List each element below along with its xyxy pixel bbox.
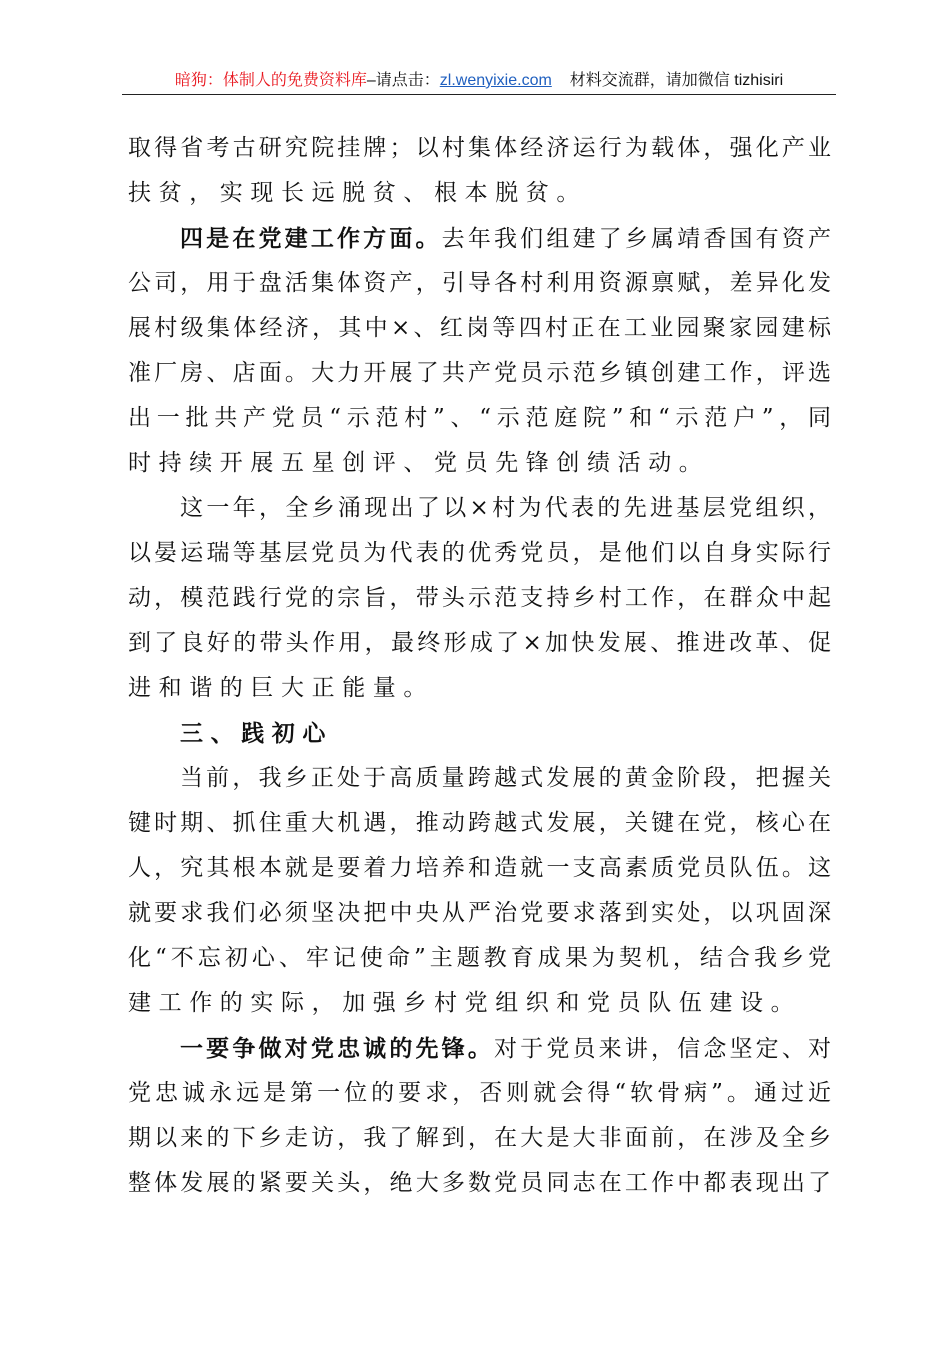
text-line — [128, 891, 831, 936]
line-text: 对于党员来讲，信念坚定、对 — [494, 1036, 831, 1062]
line-text: 化“不忘初心、牢记使命”主题教育成果为契机，结合我乡党 — [128, 945, 831, 971]
text-line — [128, 666, 831, 711]
text-line — [128, 1026, 831, 1071]
header-prompt: –请点击： — [366, 72, 440, 89]
line-text: 准厂房、店面。大力开展了共产党员示范乡镇创建工作，评选 — [128, 360, 831, 386]
text-line — [128, 711, 831, 756]
line-text: 整体发展的紧要关头，绝大多数党员同志在工作中都表现出了 — [128, 1170, 831, 1196]
line-text: 以晏运瑞等基层党员为代表的优秀党员，是他们以自身实际行 — [128, 540, 831, 566]
text-line — [128, 486, 831, 531]
text-line — [128, 846, 831, 891]
header-link[interactable]: zl.wenyixie.com — [439, 72, 552, 89]
line-text: 进和谐的巨大正能量。 — [128, 675, 434, 701]
line-text: 建工作的实际，加强乡村党组织和党员队伍建设。 — [128, 990, 802, 1016]
line-text: 取得省考古研究院挂牌；以村集体经济运行为载体，强化产业 — [128, 135, 831, 161]
line-text: 人，究其根本就是要着力培养和造就一支高素质党员队伍。这 — [128, 855, 831, 881]
bold-heading: 一要争做对党忠诚的先锋。 — [180, 1035, 494, 1062]
text-line — [128, 396, 831, 441]
line-text: 出一批共产党员“示范村”、“示范庭院”和“示范户”，同 — [128, 405, 831, 431]
line-text: 展村级集体经济，其中×、红岗等四村正在工业园聚家园建标 — [128, 315, 831, 341]
page-header — [122, 68, 836, 95]
line-text: 就要求我们必须坚决把中央从严治党要求落到实处，以巩固深 — [128, 900, 831, 926]
line-text: 去年我们组建了乡属靖香国有资产 — [441, 226, 831, 252]
header-site-name: 暗狗：体制人的免费资料库 — [174, 72, 367, 89]
line-text: 到了良好的带头作用，最终形成了×加快发展、推进改革、促 — [128, 630, 831, 656]
text-line — [128, 261, 831, 306]
text-line — [128, 981, 831, 1026]
line-text: 这一年，全乡涌现出了以×村为代表的先进基层党组织， — [180, 495, 831, 521]
line-text: 键时期、抓住重大机遇，推动跨越式发展，关键在党，核心在 — [128, 810, 831, 836]
text-line — [128, 171, 831, 216]
line-text: 扶贫，实现长远脱贫、根本脱贫。 — [128, 180, 587, 206]
text-line — [128, 441, 831, 486]
text-line — [128, 801, 831, 846]
document-body — [128, 126, 831, 1206]
text-line — [128, 216, 831, 261]
text-line — [128, 621, 831, 666]
text-line — [128, 756, 831, 801]
text-line — [128, 1161, 831, 1206]
text-line — [128, 1116, 831, 1161]
text-line — [128, 576, 831, 621]
text-line — [128, 1071, 831, 1116]
line-text: 当前，我乡正处于高质量跨越式发展的黄金阶段，把握关 — [180, 765, 831, 791]
text-line — [128, 351, 831, 396]
bold-heading: 四是在党建工作方面。 — [180, 225, 442, 252]
line-text: 期以来的下乡走访，我了解到，在大是大非面前，在涉及全乡 — [128, 1125, 831, 1151]
text-line — [128, 936, 831, 981]
line-text: 公司，用于盘活集体资产，引导各村利用资源禀赋，差异化发 — [128, 270, 831, 296]
line-text: 党忠诚永远是第一位的要求，否则就会得“软骨病”。通过近 — [128, 1080, 831, 1106]
header-contact: 材料交流群，请加微信 tizhisiri — [569, 72, 784, 89]
text-line — [128, 126, 831, 171]
bold-heading: 三、践初心 — [180, 720, 333, 747]
text-line — [128, 306, 831, 351]
text-line — [128, 531, 831, 576]
line-text: 动，模范践行党的宗旨，带头示范支持乡村工作，在群众中起 — [128, 585, 831, 611]
line-text: 时持续开展五星创评、党员先锋创绩活动。 — [128, 450, 710, 476]
